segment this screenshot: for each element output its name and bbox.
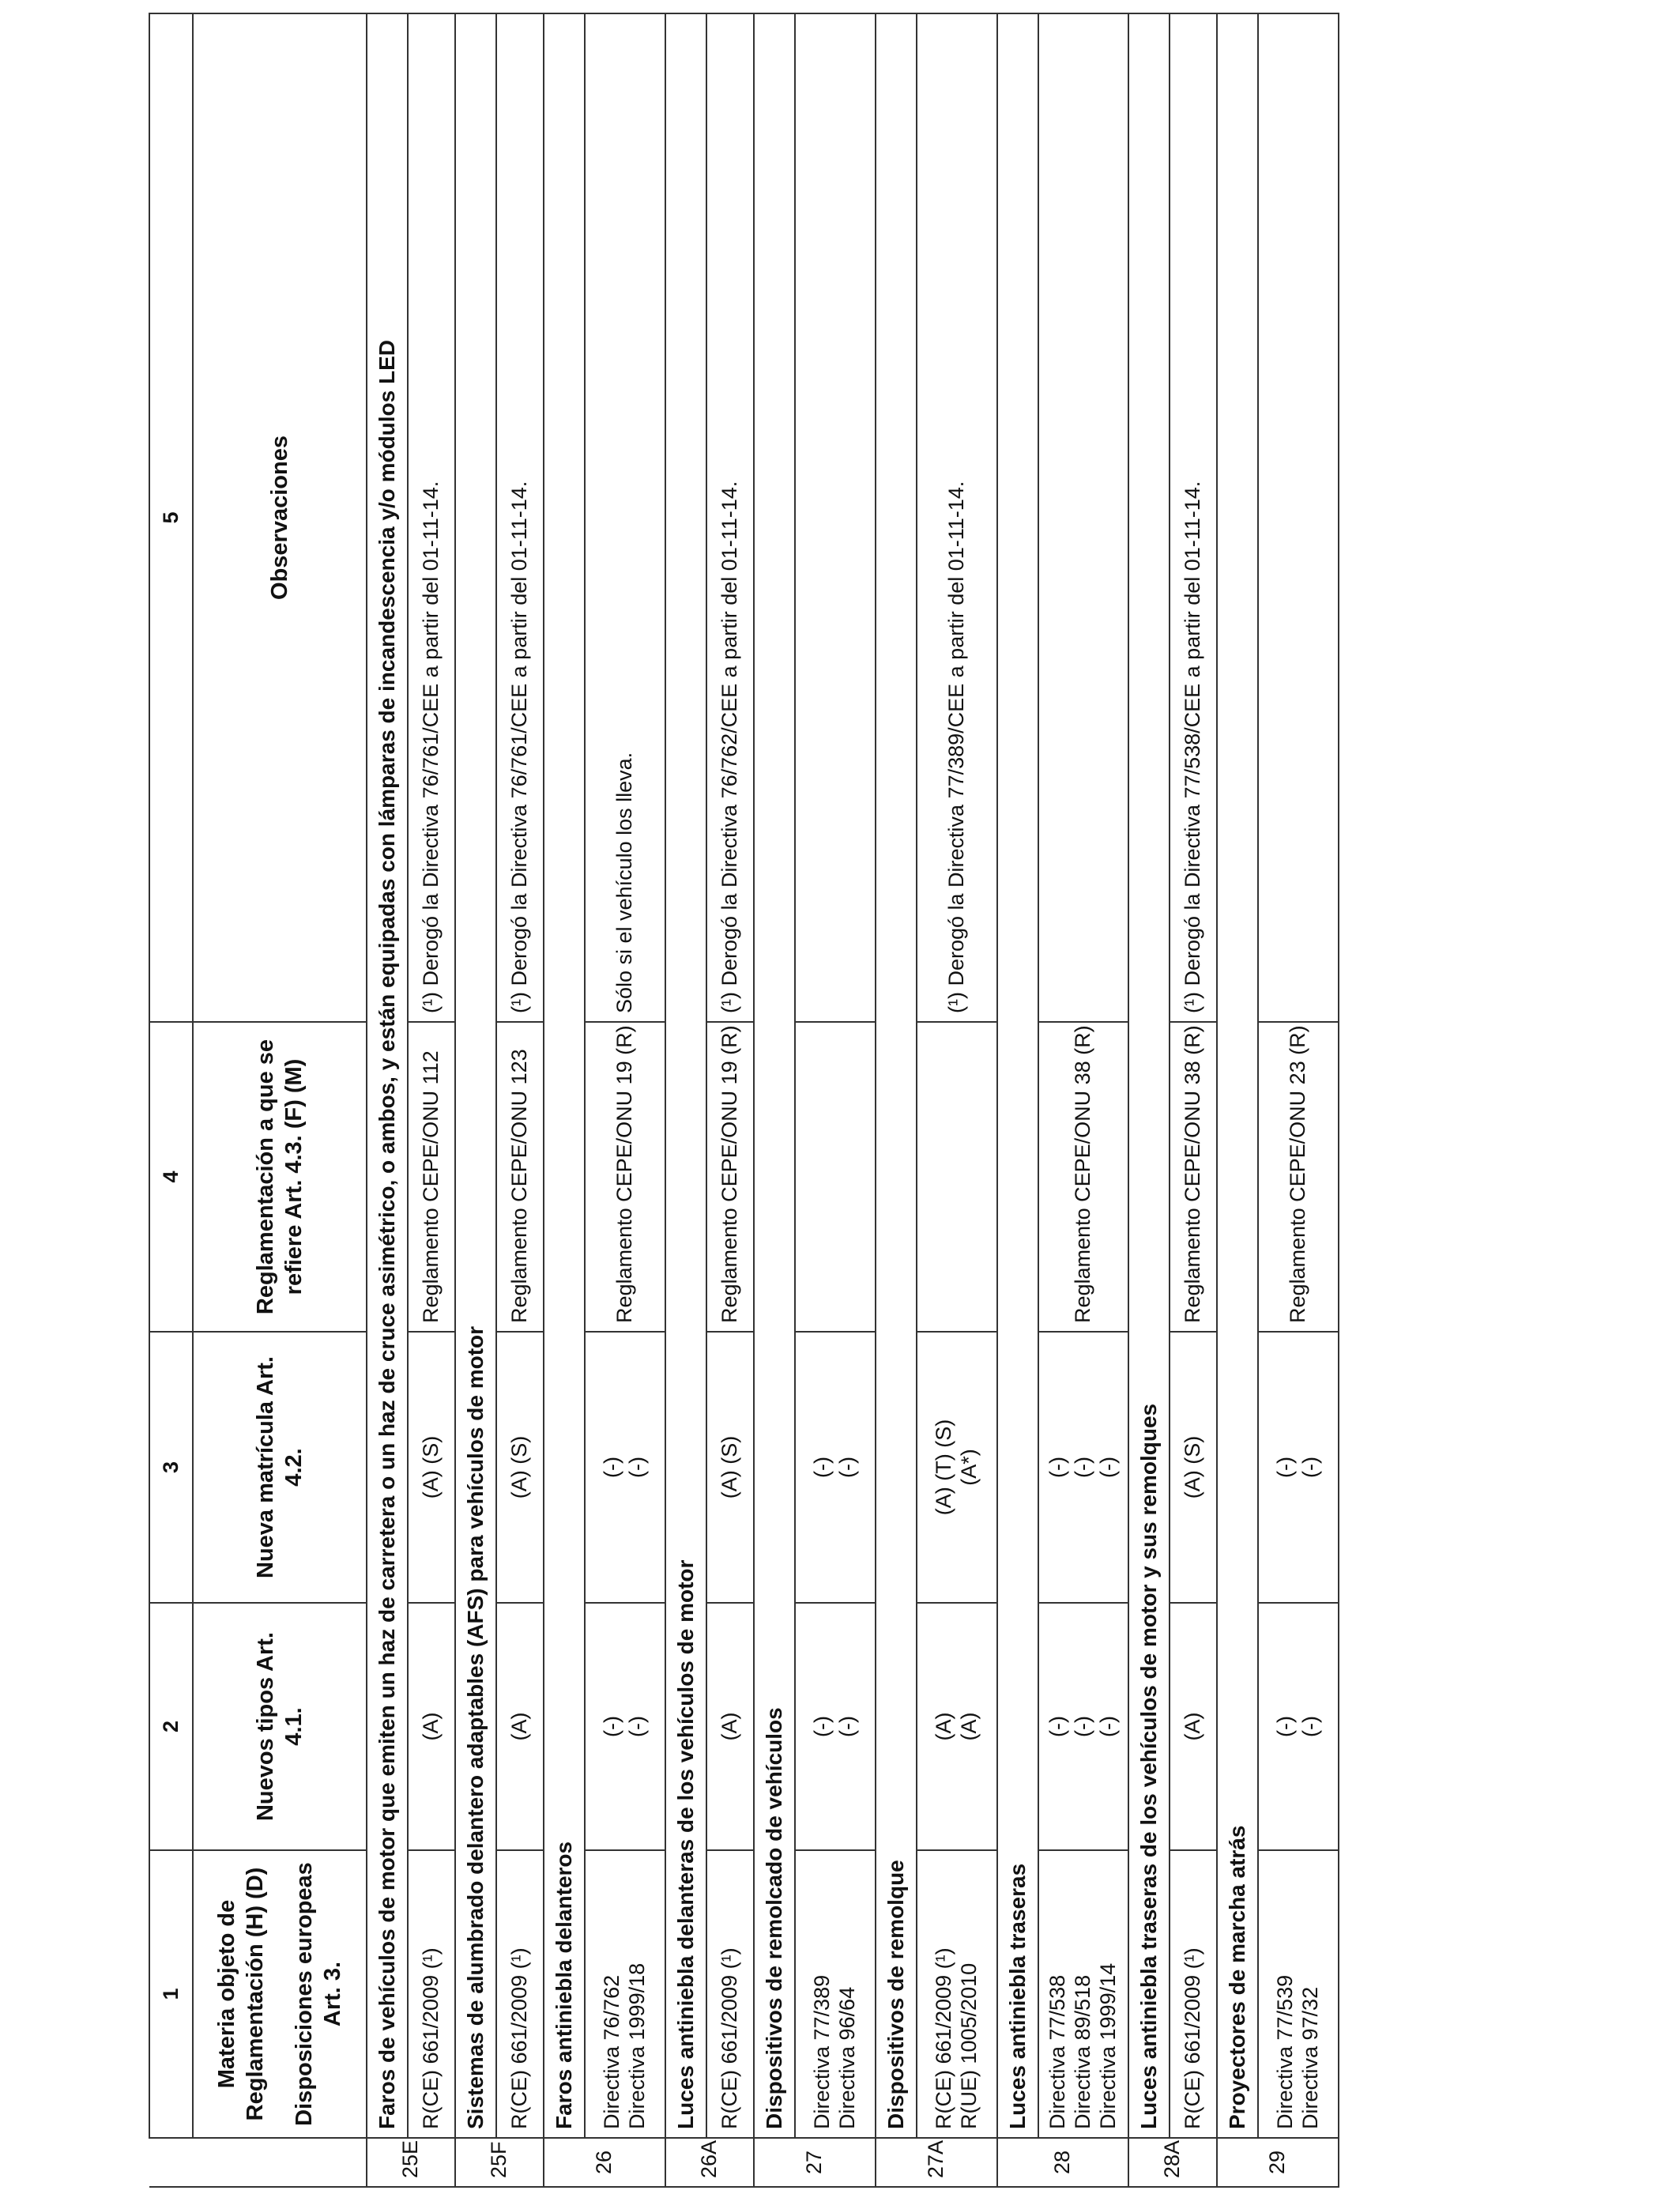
section-title: Faros antiniebla delanteros [544,13,585,2138]
value-line: (A) (S) [419,1435,443,1499]
section-number: 26A [665,2138,754,2187]
disposicion-line: R(CE) 661/2009 (¹) [718,1947,742,2129]
disposicion-line: R(CE) 661/2009 (¹) [419,1947,443,2129]
reglamento-line: Reglamento CEPE/ONU 19 (R) [718,1025,742,1323]
reglamento-line: Reglamento CEPE/ONU 112 [419,1050,443,1323]
reglamento-line: Reglamento CEPE/ONU 38 (R) [1181,1025,1205,1323]
value-line: (-) [1045,1457,1070,1478]
nueva-matricula-cell [1258,1332,1339,1603]
observaciones-cell [1038,13,1128,1022]
value-line: (-) [1273,1716,1298,1737]
section-title-row [754,13,795,2187]
section-number: 29 [1217,2138,1339,2187]
section-title-row [876,13,917,2187]
table-row [1038,13,1128,2187]
table-row [585,13,665,2187]
value-line: (A) [1181,1712,1205,1741]
value-line: (-) [810,1457,834,1478]
value-line: (-) [1045,1716,1070,1737]
table-row [795,13,876,2187]
value-line: (A) [957,1712,981,1741]
table-row [917,13,997,2187]
header-nueva-matricula: Nueva matrícula Art. 4.2. [193,1332,367,1603]
value-line: (-) [1298,1716,1322,1737]
nuevos-tipos-cell [1038,1603,1128,1850]
disposiciones-cell [706,1850,754,2138]
value-line: (-) [1071,1716,1095,1737]
value-line: (-) [625,1457,649,1478]
section-title: Dispositivos de remolcado de vehículos [754,13,795,2138]
value-line: (-) [1095,1716,1120,1737]
section-number: 25F [455,2138,544,2187]
nueva-matricula-cell [1170,1332,1217,1603]
value-line: (-) [600,1716,624,1737]
reglamentacion-cell [408,1022,455,1332]
section-title: Dispositivos de remolque [876,13,917,2138]
nuevos-tipos-cell [706,1603,754,1850]
value-line: (-) [625,1716,649,1737]
disposicion-line: Directiva 1999/18 [625,1962,649,2129]
nuevos-tipos-cell [585,1603,665,1850]
reglamentacion-cell [585,1022,665,1332]
section-title: Luces antiniebla traseras de los vehículos de motor y sus remolques [1128,13,1170,2138]
value-line: (A) [507,1712,532,1741]
regulation-table [149,13,1339,2188]
disposicion-line: Directiva 89/518 [1071,1974,1095,2129]
blank-header-cell [193,2138,367,2187]
disposicion-line: Directiva 1999/14 [1095,1962,1120,2129]
header-reglamentacion: Reglamentación a que se refiere Art. 4.3. (F) (M) [193,1022,367,1332]
disposicion-line: Directiva 77/389 [810,1974,834,2129]
value-line: (A*) [957,1449,981,1486]
disposiciones-cell [496,1850,544,2138]
disposiciones-cell [585,1850,665,2138]
disposicion-line: R(UE) 1005/2010 [957,1962,981,2129]
observaciones-cell: Sólo si el vehículo los lleva. [585,13,665,1022]
section-number: 27A [876,2138,997,2187]
disposicion-line: Directiva 77/538 [1045,1974,1070,2129]
header-row [193,13,367,2187]
disposiciones-cell [408,1850,455,2138]
nuevos-tipos-cell [496,1603,544,1850]
disposicion-line: R(CE) 661/2009 (¹) [932,1947,956,2129]
disposiciones-cell [1258,1850,1339,2138]
disposiciones-cell [795,1850,876,2138]
observaciones-cell: (¹) Derogó la Directiva 77/389/CEE a partir del 01-11-14. [917,13,997,1022]
reglamento-line: Reglamento CEPE/ONU 123 [507,1049,532,1323]
section-title: Proyectores de marcha atrás [1217,13,1258,2138]
column-number-1: 1 [149,1850,193,2138]
blank-corner [149,2138,193,2187]
value-line: (A) (S) [507,1435,532,1499]
reglamentacion-cell [706,1022,754,1332]
column-number-row [149,13,193,2187]
section-title: Luces antiniebla traseras [997,13,1038,2138]
reglamentacion-cell [496,1022,544,1332]
table-row [496,13,544,2187]
observaciones-cell: (¹) Derogó la Directiva 76/761/CEE a partir del 01-11-14. [408,13,455,1022]
section-title-row [544,13,585,2187]
section-title-row [1217,13,1258,2187]
column-number-2: 2 [149,1603,193,1850]
header-materia-subtitle: Disposiciones europeas Art. 3. [292,1862,346,2126]
value-line: (A) [718,1712,742,1741]
nueva-matricula-cell [408,1332,455,1603]
value-line: (A) (S) [718,1435,742,1499]
nueva-matricula-cell [795,1332,876,1603]
section-title: Sistemas de alumbrado delantero adaptables (AFS) para vehículos de motor [455,13,496,2138]
value-line: (-) [1298,1457,1322,1478]
value-line: (A) (S) [1181,1435,1205,1499]
nuevos-tipos-cell [917,1603,997,1850]
value-line: (A) [419,1712,443,1741]
table-row [706,13,754,2187]
disposicion-line: Directiva 76/762 [600,1974,624,2129]
reglamentacion-cell [1038,1022,1128,1332]
value-line: (-) [600,1457,624,1478]
table-row [1258,13,1339,2187]
disposicion-line: Directiva 97/32 [1298,1986,1322,2129]
reglamento-line: Reglamento CEPE/ONU 38 (R) [1071,1025,1095,1323]
nueva-matricula-cell [917,1332,997,1603]
nuevos-tipos-cell [408,1603,455,1850]
disposiciones-cell [1038,1850,1128,2138]
observaciones-cell [1258,13,1339,1022]
nuevos-tipos-cell [1258,1603,1339,1850]
value-line: (-) [1273,1457,1298,1478]
header-nuevos-tipos: Nuevos tipos Art. 4.1. [193,1603,367,1850]
nueva-matricula-cell [1038,1332,1128,1603]
disposiciones-cell [917,1850,997,2138]
section-number: 26 [544,2138,665,2187]
observaciones-cell [795,13,876,1022]
section-title-row [367,13,408,2187]
nueva-matricula-cell [706,1332,754,1603]
section-number: 28 [997,2138,1128,2187]
header-materia-title: Materia objeto de Reglamentación (H) (D) [213,1867,268,2121]
value-line: (-) [1095,1457,1120,1478]
reglamentacion-cell [795,1022,876,1332]
section-number: 27 [754,2138,876,2187]
value-line: (-) [835,1716,859,1737]
nueva-matricula-cell [585,1332,665,1603]
disposiciones-cell [1170,1850,1217,2138]
section-title-row [997,13,1038,2187]
section-number: 25E [367,2138,455,2187]
rotated-page [149,14,1492,2188]
disposicion-line: Directiva 96/64 [835,1986,859,2129]
table-row [408,13,455,2187]
reglamento-line: Reglamento CEPE/ONU 19 (R) [612,1025,637,1323]
value-line: (-) [810,1716,834,1737]
value-line: (-) [835,1457,859,1478]
disposicion-line: Directiva 77/539 [1273,1974,1298,2129]
section-title-row [665,13,706,2187]
section-title: Faros de vehículos de motor que emiten un haz de carretera o un haz de cruce asimétrico, o ambos, y están equipadas con lámparas de incandescencia y/o módulos LED [367,13,408,2138]
section-title: Luces antiniebla delanteras de los vehículos de motor [665,13,706,2138]
section-title-row [455,13,496,2187]
observaciones-cell: (¹) Derogó la Directiva 76/762/CEE a partir del 01-11-14. [706,13,754,1022]
reglamento-line: Reglamento CEPE/ONU 23 (R) [1286,1025,1310,1323]
nuevos-tipos-cell [1170,1603,1217,1850]
reglamentacion-cell [1170,1022,1217,1332]
header-materia [193,1850,367,2138]
column-number-4: 4 [149,1022,193,1332]
observaciones-cell: (¹) Derogó la Directiva 76/761/CEE a partir del 01-11-14. [496,13,544,1022]
section-number: 28A [1128,2138,1217,2187]
disposicion-line: R(CE) 661/2009 (¹) [1181,1947,1205,2129]
observaciones-cell: (¹) Derogó la Directiva 77/538/CEE a partir del 01-11-14. [1170,13,1217,1022]
column-number-3: 3 [149,1332,193,1603]
header-observaciones: Observaciones [193,13,367,1022]
disposicion-line: R(CE) 661/2009 (¹) [507,1947,532,2129]
section-title-row [1128,13,1170,2187]
nueva-matricula-cell [496,1332,544,1603]
reglamentacion-cell [1258,1022,1339,1332]
column-number-5: 5 [149,13,193,1022]
value-line: (-) [1071,1457,1095,1478]
reglamentacion-cell [917,1022,997,1332]
value-line: (A) (T) (S) [932,1419,956,1516]
nuevos-tipos-cell [795,1603,876,1850]
value-line: (A) [932,1712,956,1741]
table-row [1170,13,1217,2187]
